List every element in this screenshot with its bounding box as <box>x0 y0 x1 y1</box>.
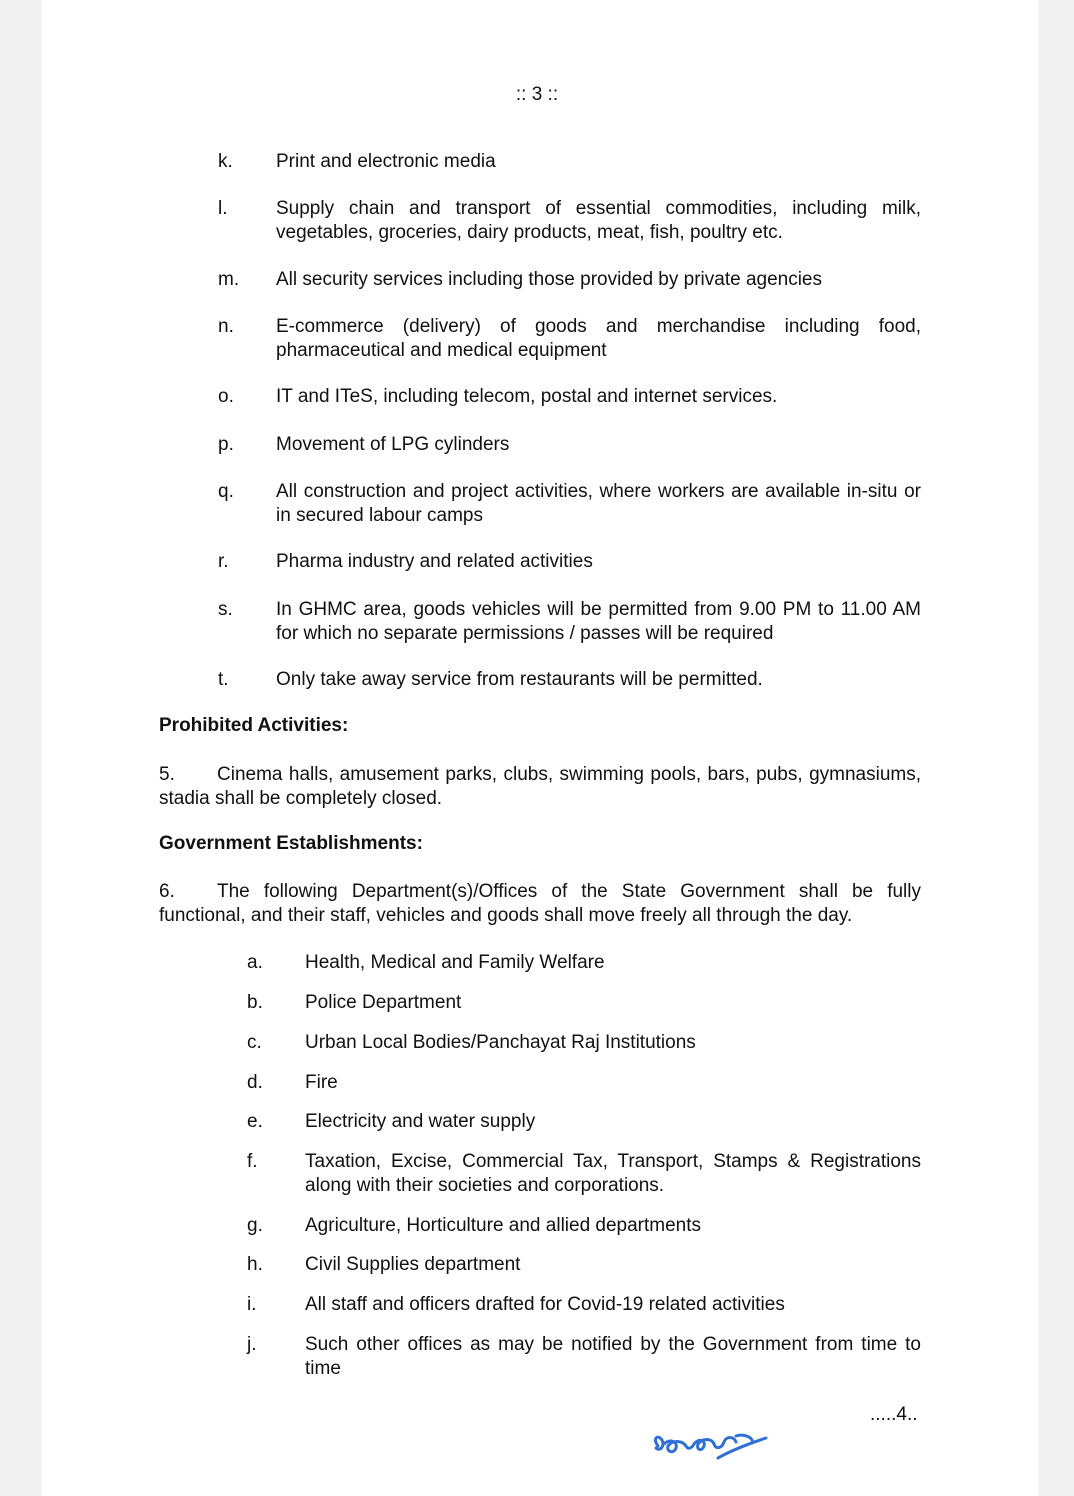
list-item-letter: r. <box>218 551 229 572</box>
list-item-text: All security services including those provided by private agencies <box>276 269 822 290</box>
list-item-letter: f. <box>247 1151 258 1172</box>
list-item-text: Agriculture, Horticulture and allied departments <box>305 1215 702 1236</box>
list-item-letter: p. <box>218 434 234 455</box>
list-item-text: Urban Local Bodies/Panchayat Raj Institutions <box>305 1032 696 1053</box>
list-item-text: Police Department <box>305 992 462 1013</box>
list-item-letter: t. <box>218 669 229 690</box>
list-item-letter: c. <box>247 1032 262 1053</box>
list-item-letter: h. <box>247 1254 263 1275</box>
list-item-text: Movement of LPG cylinders <box>276 434 510 455</box>
list-item-text: All construction and project activities, where workers are available in-situ or in secured labour camps <box>276 481 921 526</box>
list-item-text: Such other offices as may be notified by the Government from time to time <box>305 1334 921 1379</box>
list-item-text: Civil Supplies department <box>305 1254 521 1275</box>
list-item-text: Electricity and water supply <box>305 1111 536 1132</box>
list-item-text: Supply chain and transport of essential commodities, including milk, vegetables, groceries, dairy products, meat, fish, poultry etc. <box>276 198 921 243</box>
signature-icon <box>648 1424 772 1468</box>
list-item-letter: d. <box>247 1072 263 1093</box>
list-item-text: IT and ITeS, including telecom, postal and internet services. <box>276 386 778 407</box>
paragraph-text: Cinema halls, amusement parks, clubs, swimming pools, bars, pubs, gymnasiums, stadia shall be completely closed. <box>159 764 921 809</box>
list-item-letter: b. <box>247 992 263 1013</box>
list-item-letter: q. <box>218 481 234 502</box>
list-item-text: Health, Medical and Family Welfare <box>305 952 605 973</box>
paragraph-number: 5. <box>159 764 175 785</box>
list-item-text: Print and electronic media <box>276 151 496 172</box>
list-item-text: In GHMC area, goods vehicles will be permitted from 9.00 PM to 11.00 AM for which no separate permissions / passes will be required <box>276 599 921 644</box>
paragraph-6 <box>159 880 921 928</box>
page-number: :: 3 :: <box>515 84 559 105</box>
list-item-letter: k. <box>218 151 233 172</box>
list-item-letter: n. <box>218 316 234 337</box>
list-item-letter: m. <box>218 269 240 290</box>
paragraph-5 <box>159 763 921 811</box>
list-item-text: Pharma industry and related activities <box>276 551 593 572</box>
list-item-letter: o. <box>218 386 234 407</box>
list-item-letter: i. <box>247 1294 257 1315</box>
list-item-letter: s. <box>218 599 233 620</box>
section-heading-government: Government Establishments: <box>159 833 423 854</box>
list-item-letter: j. <box>247 1334 257 1355</box>
paragraph-number: 6. <box>159 881 175 902</box>
list-item-text: Fire <box>305 1072 338 1093</box>
list-item-letter: e. <box>247 1111 263 1132</box>
list-item-text: E-commerce (delivery) of goods and merchandise including food, pharmaceutical and medical equipment <box>276 316 921 361</box>
list-item-text: All staff and officers drafted for Covid-19 related activities <box>305 1294 785 1315</box>
list-item-text: Only take away service from restaurants will be permitted. <box>276 669 763 690</box>
paragraph-text: The following Department(s)/Offices of the State Government shall be fully functional, and their staff, vehicles and goods shall move freely all through the day. <box>159 881 921 926</box>
continuation-marker: .....4.. <box>870 1404 918 1425</box>
list-item-letter: l. <box>218 198 228 219</box>
list-item-text: Taxation, Excise, Commercial Tax, Transport, Stamps & Registrations along with their societies and corporations. <box>305 1151 921 1196</box>
section-heading-prohibited: Prohibited Activities: <box>159 715 349 736</box>
list-item-letter: g. <box>247 1215 263 1236</box>
list-item-letter: a. <box>247 952 263 973</box>
